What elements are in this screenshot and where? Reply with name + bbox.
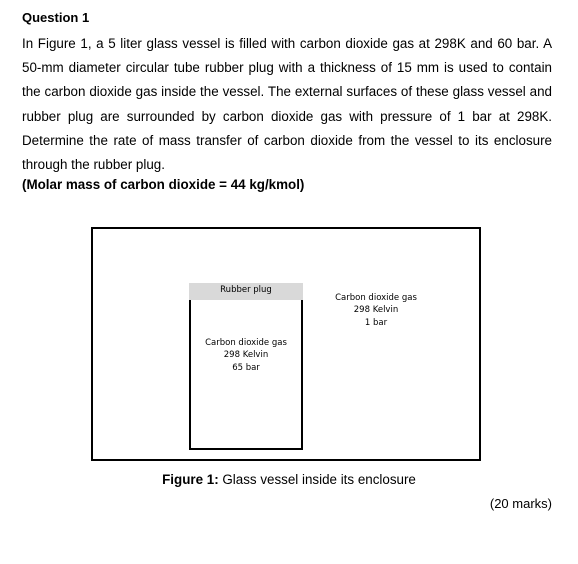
vessel-walls xyxy=(189,300,303,450)
inside-gas-pressure: 65 bar xyxy=(232,362,260,373)
figure-caption-label: Figure 1: xyxy=(162,472,219,487)
outside-gas-label xyxy=(321,292,431,329)
inside-gas-label xyxy=(189,337,303,374)
rubber-plug-label: Rubber plug xyxy=(220,285,272,295)
figure-caption xyxy=(0,472,578,487)
outside-gas-temperature: 298 Kelvin xyxy=(353,305,399,316)
marks-label: (20 marks) xyxy=(489,496,552,511)
outside-gas-name: Carbon dioxide gas xyxy=(335,293,417,303)
question-body: In Figure 1, a 5 liter glass vessel is filled with carbon dioxide gas at 298K and 60 bar. A 50-mm diameter circular tube rubber plug with a thickness of 15 mm is used to contain the carbon dioxide gas inside the vessel. The external surfaces of these glass vessel and rubber plug are surrounded by carbon dioxide gas with pressure of 1 bar at 298K. Determine the rate of mass transfer of carbon dioxide from the vessel to its enclosure through the rubber plug. xyxy=(22,36,552,173)
inside-gas-name: Carbon dioxide gas xyxy=(205,338,287,348)
inside-gas-temperature: 298 Kelvin xyxy=(223,350,269,361)
rubber-plug xyxy=(189,283,303,300)
outside-gas-pressure: 1 bar xyxy=(364,317,388,328)
molar-mass-note: (Molar mass of carbon dioxide = 44 kg/kmol) xyxy=(22,177,305,192)
question-title: Question 1 xyxy=(22,10,90,25)
figure-caption-text: Glass vessel inside its enclosure xyxy=(218,472,416,487)
